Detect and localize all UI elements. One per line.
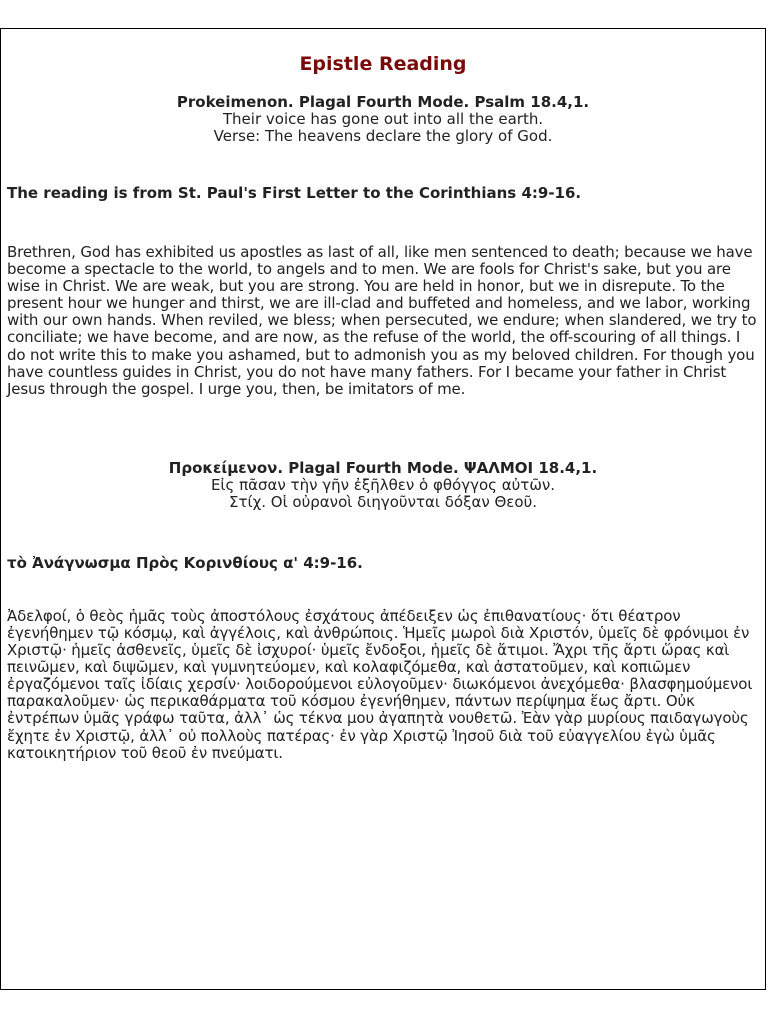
page-title: Epistle Reading: [299, 53, 467, 75]
prokeimenon-line-english: Their voice has gone out into all the earth.: [222, 110, 544, 128]
reading-title-english: The reading is from St. Paul's First Letter to the Corinthians 4:9-16.: [7, 184, 582, 202]
prokeimenon-greek: [1, 460, 765, 511]
reading-title-greek: τὸ Ἀνάγνωσμα Πρὸς Κορινθίους α' 4:9-16.: [7, 553, 363, 572]
prokeimenon-verse-greek: Στίχ. Οἱ οὐρανοὶ διηγοῦνται δόξαν Θεοῦ.: [228, 492, 538, 511]
reading-text-english: Brethren, God has exhibited us apostles as last of all, like men sentenced to death; because we have become a spectacle to the world, to angels and to men. We are fools for Christ's sake, but you are wise in Christ. We are weak, but you are strong. You are held in honor, but we in disrepute. To the present hour we hunger and thirst, we are ill-clad and buffeted and homeless, and we labor, working with our own hands. When reviled, we bless; when persecuted, we endure; when slandered, we try to conciliate; we have become, and are now, as the refuse of the world, the off-scouring of all things. I do not write this to make you ashamed, but to admonish you as my beloved children. For though you have countless guides in Christ, you do not have many fathers. For I became your father in Christ Jesus through the gospel. I urge you, then, be imitators of me.: [7, 243, 757, 398]
prokeimenon-verse-english: Verse: The heavens declare the glory of God.: [213, 127, 553, 145]
prokeimenon-heading-english: Prokeimenon. Plagal Fourth Mode. Psalm 18.4,1.: [176, 93, 590, 111]
prokeimenon-line-greek: Εἰς πᾶσαν τὴν γῆν ἐξῆλθεν ὁ φθόγγος αὐτῶν.: [210, 475, 556, 494]
reading-panel: [0, 28, 766, 990]
prokeimenon-heading-greek: Προκείμενον. Plagal Fourth Mode. ΨΑΛΜΟΙ 18.4,1.: [168, 458, 598, 477]
prokeimenon-english: [1, 94, 765, 145]
reading-text-greek: Ἀδελφοί, ὁ θεὸς ἡμᾶς τοὺς ἀποστόλους ἐσχάτους ἀπέδειξεν ὡς ἐπιθανατίους· ὅτι θέατρον ἐγενήθημεν τῷ κόσμῳ, καὶ ἀγγέλοις, καὶ ἀνθρώποις. Ἡμεῖς μωροὶ διὰ Χριστόν, ὑμεῖς δὲ φρόνιμοι ἐν Χριστῷ· ἡμεῖς ἀσθενεῖς, ὑμεῖς δὲ ἰσχυροί· ὑμεῖς ἔνδοξοι, ἡμεῖς δὲ ἄτιμοι. Ἄχρι τῆς ἄρτι ὥρας καὶ πεινῶμεν, καὶ διψῶμεν, καὶ γυμνητεύομεν, καὶ κολαφιζόμεθα, καὶ ἀστατοῦμεν, καὶ κοπιῶμεν ἐργαζόμενοι ταῖς ἰδίαις χερσίν· λοιδορούμενοι εὐλογοῦμεν· διωκόμενοι ἀνεχόμεθα· βλασφημούμενοι παρακαλοῦμεν· ὡς περικαθάρματα τοῦ κόσμου ἐγενήθημεν, πάντων περίψημα ἕως ἄρτι. Οὐκ ἐντρέπων ὑμᾶς γράφω ταῦτα, ἀλλ᾽ ὡς τέκνα μου ἀγαπητὰ νουθετῶ. Ἐὰν γὰρ μυρίους παιδαγωγοὺς ἔχητε ἐν Χριστῷ, ἀλλ᾽ οὐ πολλοὺς πατέρας· ἐν γὰρ Χριστῷ Ἰησοῦ διὰ τοῦ εὐαγγελίου ἐγὼ ὑμᾶς κατοικητήριον τοῦ θεοῦ ἐν πνεύματι.: [7, 606, 753, 762]
